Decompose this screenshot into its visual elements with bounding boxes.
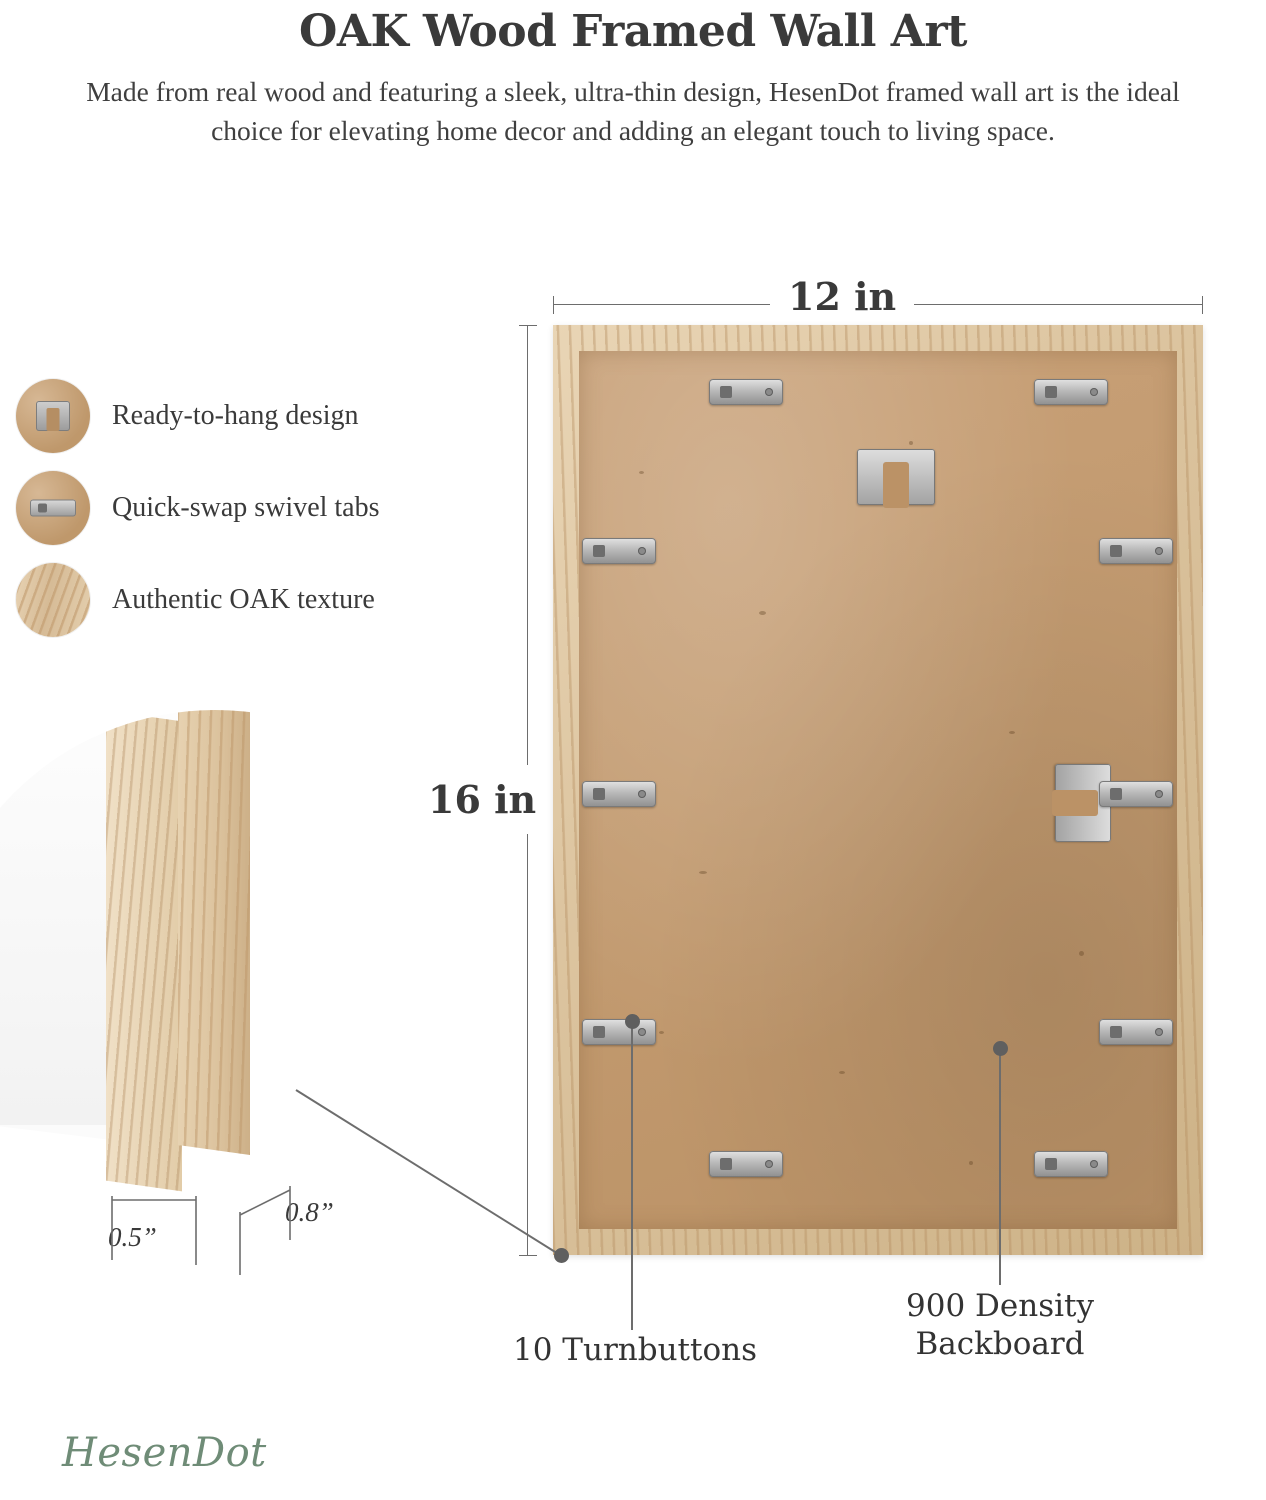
callout-turnbuttons — [480, 1332, 790, 1370]
page-subtitle: Made from real wood and featuring a sleek, ultra-thin design, HesenDot framed wall art is the ideal choice for elevating home decor and adding an elegant touch to living space. — [86, 76, 1180, 147]
feature-item-ready-to-hang — [16, 370, 486, 462]
callout-dot-profile — [554, 1248, 569, 1263]
swivel-tab-icon — [16, 471, 90, 545]
frame-back-photo — [553, 325, 1203, 1255]
turnbutton — [1099, 781, 1173, 807]
feature-label: Quick-swap swivel tabs — [112, 492, 380, 523]
feature-label: Authentic OAK texture — [112, 584, 375, 615]
dimension-depth-label: 0.5” — [108, 1222, 157, 1252]
turnbutton — [582, 1019, 656, 1045]
feature-label: Ready-to-hang design — [112, 400, 359, 431]
callout-dot-turnbutton — [625, 1014, 640, 1029]
hanger-hardware-top — [857, 449, 935, 505]
turnbutton — [709, 1151, 783, 1177]
feature-item-oak-texture — [16, 554, 486, 646]
turnbutton — [1099, 1019, 1173, 1045]
feature-item-swivel-tabs — [16, 462, 486, 554]
brand-logo: HesenDot — [62, 1430, 267, 1476]
feature-list — [16, 370, 486, 646]
turnbutton — [582, 538, 656, 564]
page-title: OAK Wood Framed Wall Art — [299, 6, 967, 57]
callout-dot-backboard — [993, 1041, 1008, 1056]
turnbutton — [1034, 379, 1108, 405]
oak-texture-icon — [16, 563, 90, 637]
turnbutton — [582, 781, 656, 807]
hanger-hardware-icon — [16, 379, 90, 453]
dimension-frame-width-label: 0.8” — [285, 1197, 334, 1227]
turnbutton — [1099, 538, 1173, 564]
callout-turnbuttons-label: 10 Turnbuttons — [513, 1332, 757, 1368]
callout-backboard — [850, 1288, 1150, 1364]
turnbutton — [1034, 1151, 1108, 1177]
backboard-surface — [579, 351, 1177, 1229]
turnbutton — [709, 379, 783, 405]
dimension-height-label: 16 in — [420, 765, 544, 834]
header — [0, 0, 1266, 150]
callout-backboard-label-line1: 900 Density — [906, 1288, 1094, 1324]
dimension-width-label: 12 in — [770, 274, 914, 319]
callout-backboard-label-line2: Backboard — [915, 1325, 1085, 1362]
